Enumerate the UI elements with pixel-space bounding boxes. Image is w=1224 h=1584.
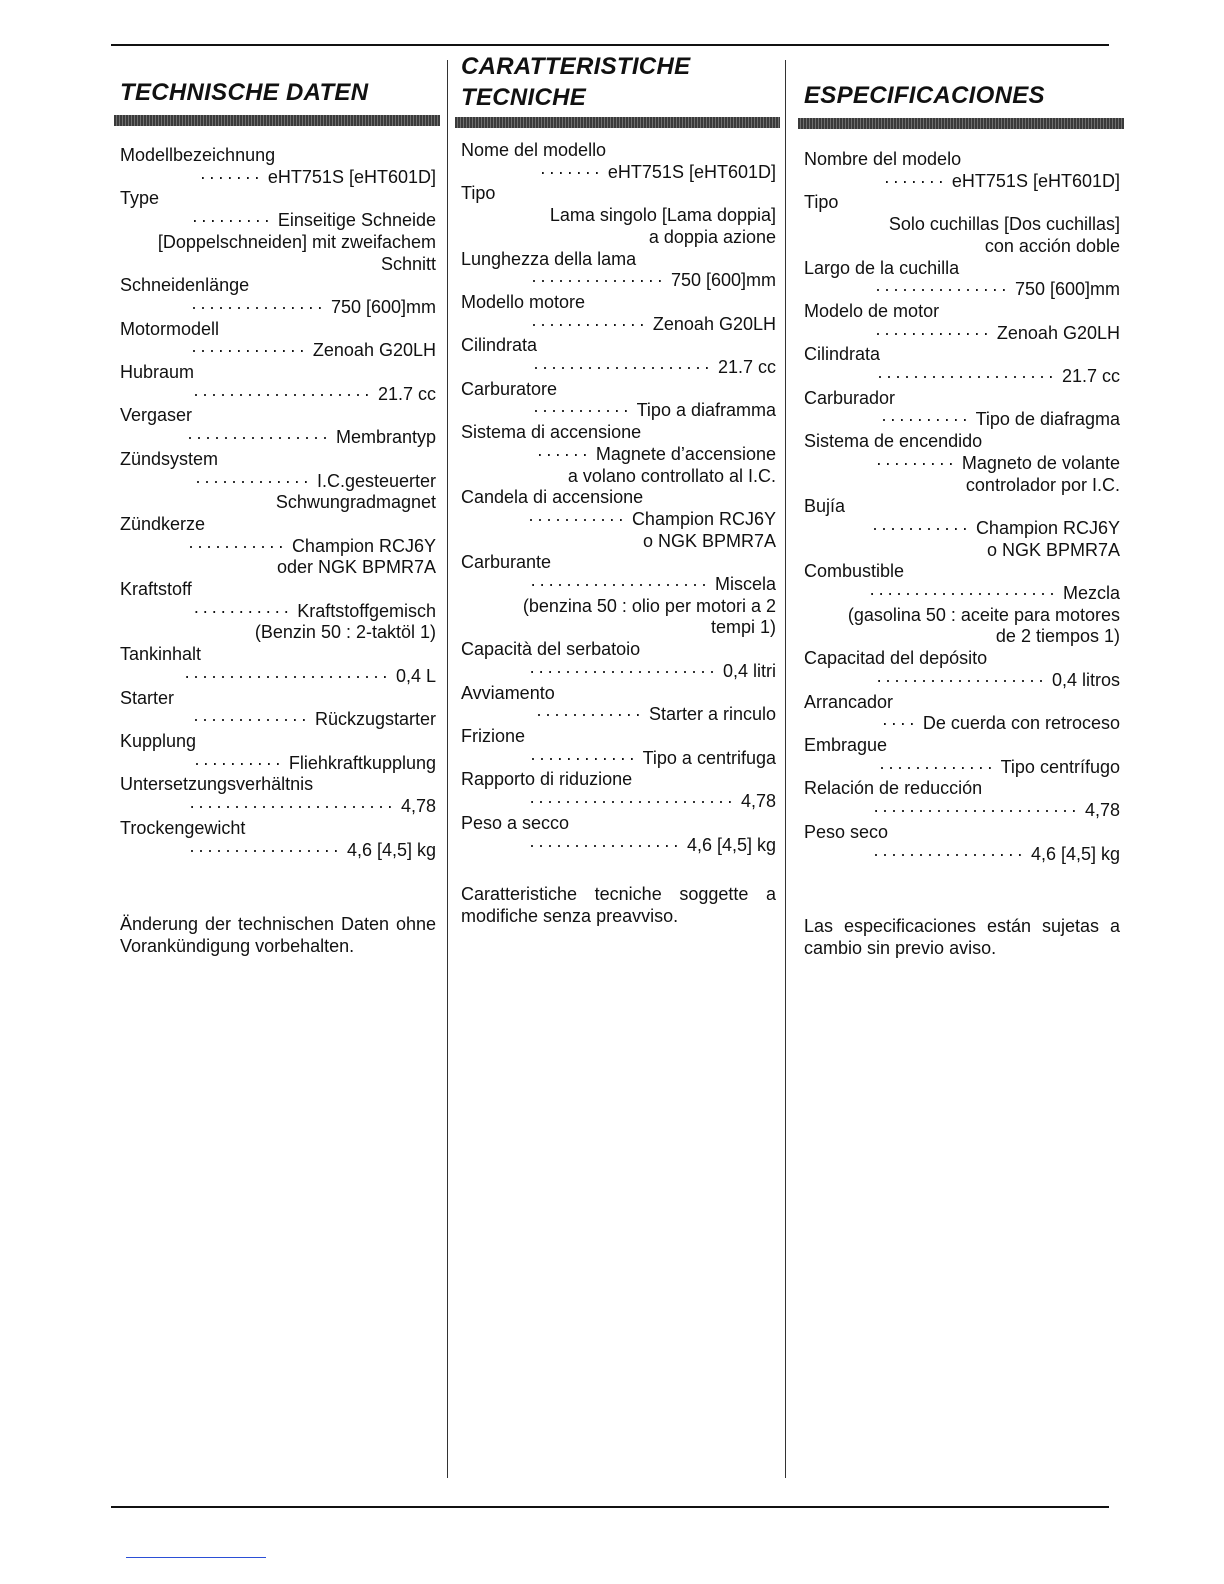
disclaimer-note: Las especificaciones están sujetas a cambio sin previo aviso. xyxy=(804,916,1120,958)
dot-leader: ················· xyxy=(529,834,682,855)
spec-value: Miscela (benzina 50 : olio per motori a 2 tempi 1) xyxy=(522,574,776,638)
spec-item xyxy=(804,778,1120,821)
dot-leader: ················· xyxy=(189,839,342,860)
dot-leader: ········· xyxy=(191,210,273,231)
spec-label: Combustible xyxy=(804,561,905,582)
spec-item xyxy=(120,362,436,405)
spec-label: Tipo xyxy=(461,183,496,204)
spec-label: Avviamento xyxy=(461,682,555,703)
spec-value: Magneto de volante controlador por I.C. xyxy=(961,452,1120,495)
spec-label: Modello motore xyxy=(461,291,586,312)
dot-leader: ··········· xyxy=(193,600,293,621)
spec-label: Kupplung xyxy=(120,730,197,751)
spec-item xyxy=(804,192,1120,257)
spec-value: 4,6 [4,5] kg xyxy=(1030,843,1120,864)
spec-value: eHT751S [eHT601D] xyxy=(951,170,1120,191)
column-divider-2 xyxy=(785,60,786,1478)
spec-item xyxy=(461,379,776,422)
dot-leader: ····················· xyxy=(529,660,718,681)
spec-value: Solo cuchillas [Dos cuchillas] con acción doble xyxy=(888,214,1120,256)
spec-item xyxy=(461,487,776,552)
spec-value: 4,6 [4,5] kg xyxy=(346,839,436,860)
dot-leader: ···················· xyxy=(193,383,373,404)
dot-leader: ············ xyxy=(529,747,638,768)
spec-label: Type xyxy=(120,188,160,209)
spec-label: Rapporto di riduzione xyxy=(461,769,633,790)
dot-leader: ··········· xyxy=(871,517,971,538)
section-title: ESPECIFICACIONES xyxy=(804,82,1045,109)
spec-item xyxy=(120,579,436,644)
title-underline-bar xyxy=(114,115,440,126)
spec-label: Zündkerze xyxy=(120,513,206,534)
dot-leader: ············· xyxy=(530,313,648,334)
spec-value: Starter a rinculo xyxy=(648,704,776,725)
dot-leader: ······················· xyxy=(189,796,396,817)
spec-item xyxy=(804,496,1120,561)
spec-value: Tipo de diafragma xyxy=(975,409,1120,430)
spec-item xyxy=(120,145,436,188)
spec-label: Nombre del modelo xyxy=(804,149,962,169)
dot-leader: ······················· xyxy=(873,800,1080,821)
bottom-rule xyxy=(111,1506,1109,1508)
spec-item xyxy=(120,774,436,817)
dot-leader: ······· xyxy=(883,170,947,191)
spec-value: Lama singolo [Lama doppia] a doppia azione xyxy=(549,205,776,247)
spec-value: 750 [600]mm xyxy=(670,270,776,291)
spec-value: 0,4 L xyxy=(395,665,436,686)
spec-value: De cuerda con retroceso xyxy=(922,713,1120,734)
dot-leader: ······· xyxy=(539,161,603,182)
spec-value: Membrantyp xyxy=(335,427,436,448)
dot-leader: ······· xyxy=(199,166,263,187)
spec-value: eHT751S [eHT601D] xyxy=(267,166,436,187)
spec-item xyxy=(461,552,776,639)
dot-leader: ··················· xyxy=(876,669,1047,690)
spec-value: 21.7 cc xyxy=(717,357,776,378)
dot-leader: ······ xyxy=(536,443,591,464)
spec-label: Arrancador xyxy=(804,691,894,712)
title-underline-bar xyxy=(455,117,780,128)
title-underline-bar xyxy=(798,118,1124,129)
dot-leader: ··········· xyxy=(187,535,287,556)
spec-item xyxy=(461,422,776,487)
dot-leader: ············· xyxy=(193,709,310,730)
spec-value: Fliehkraftkupplung xyxy=(288,752,436,773)
dot-leader: ················· xyxy=(873,843,1026,864)
spec-item xyxy=(120,514,436,579)
spec-item xyxy=(120,405,436,448)
dot-leader: ··············· xyxy=(531,270,666,291)
spec-label: Carburante xyxy=(461,552,552,573)
spec-list xyxy=(461,140,776,856)
dot-leader: ···· xyxy=(881,713,918,734)
spec-label: Motormodell xyxy=(120,318,220,339)
spec-item xyxy=(804,648,1120,691)
spec-value: Champion RCJ6Y o NGK BPMR7A xyxy=(975,517,1120,560)
spec-item xyxy=(461,140,776,183)
spec-value: 750 [600]mm xyxy=(330,296,436,317)
disclaimer-note: Caratteristiche tecniche soggette a modifiche senza preavviso. xyxy=(461,884,776,926)
spec-item xyxy=(120,644,436,687)
spec-value: 750 [600]mm xyxy=(1014,279,1120,300)
spec-label: Cilindrata xyxy=(461,335,538,356)
dot-leader: ············· xyxy=(194,470,312,491)
spec-label: Schneidenlänge xyxy=(120,275,250,296)
top-rule xyxy=(111,44,1109,46)
spec-label: Relación de reducción xyxy=(804,778,983,799)
spec-label: Frizione xyxy=(461,725,526,746)
spec-label: Trockengewicht xyxy=(120,817,246,838)
spec-item xyxy=(120,449,436,514)
spec-item xyxy=(120,731,436,774)
spec-value: Einseitige Schneide [Doppelschneiden] mit zweifachem Schnitt xyxy=(157,210,436,274)
spec-label: Cilindrata xyxy=(804,344,881,365)
spec-label: Hubraum xyxy=(120,362,195,383)
spec-value: Mezcla (gasolina 50 : aceite para motores de 2 tiempos 1) xyxy=(847,583,1120,647)
spec-item xyxy=(461,183,776,248)
dot-leader: ··············· xyxy=(191,296,326,317)
spec-value: Champion RCJ6Y oder NGK BPMR7A xyxy=(276,535,436,578)
spec-item xyxy=(804,692,1120,735)
spec-item xyxy=(804,735,1120,778)
spec-label: Peso seco xyxy=(804,821,889,842)
spec-label: Peso a secco xyxy=(461,812,570,833)
spec-value: 0,4 litros xyxy=(1051,669,1120,690)
spec-label: Tankinhalt xyxy=(120,644,202,665)
dot-leader: ·········· xyxy=(880,409,971,430)
spec-item xyxy=(804,388,1120,431)
dot-leader: ············· xyxy=(190,340,308,361)
spec-label: Starter xyxy=(120,687,175,708)
spec-value: Champion RCJ6Y o NGK BPMR7A xyxy=(631,508,776,551)
footer-link-underline xyxy=(126,1557,266,1558)
spec-value: Zenoah G20LH xyxy=(996,322,1120,343)
dot-leader: ············· xyxy=(878,756,996,777)
spec-label: Untersetzungsverhältnis xyxy=(120,774,314,795)
spec-item xyxy=(461,683,776,726)
spec-item xyxy=(804,258,1120,301)
spec-item xyxy=(804,301,1120,344)
dot-leader: ·········· xyxy=(193,752,284,773)
spec-list xyxy=(120,145,436,861)
spec-item xyxy=(461,292,776,335)
spec-item xyxy=(461,726,776,769)
spec-value: Zenoah G20LH xyxy=(312,340,436,361)
spec-item xyxy=(120,818,436,861)
spec-value: 0,4 litri xyxy=(722,660,776,681)
spec-item xyxy=(461,335,776,378)
spec-item xyxy=(804,431,1120,496)
dot-leader: ······················· xyxy=(529,791,736,812)
spec-label: Embrague xyxy=(804,734,888,755)
section-title: CARATTERISTICHE TECNICHE xyxy=(461,53,691,111)
spec-label: Vergaser xyxy=(120,405,193,426)
spec-label: Sistema de encendido xyxy=(804,431,983,452)
spec-label: Bujía xyxy=(804,496,846,517)
spec-value: 4,6 [4,5] kg xyxy=(686,834,776,855)
spec-item xyxy=(461,639,776,682)
dot-leader: ················ xyxy=(187,427,331,448)
spec-list xyxy=(804,149,1120,865)
dot-leader: ···················· xyxy=(533,357,713,378)
dot-leader: ············· xyxy=(874,322,992,343)
spec-value: 21.7 cc xyxy=(1061,366,1120,387)
spec-label: Carburatore xyxy=(461,378,558,399)
spec-label: Capacità del serbatoio xyxy=(461,639,641,660)
spec-value: Tipo centrífugo xyxy=(1000,756,1120,777)
column-divider-1 xyxy=(447,60,448,1478)
section-title: TECHNISCHE DATEN xyxy=(120,79,369,106)
spec-item xyxy=(804,149,1120,192)
spec-label: Candela di accensione xyxy=(461,487,644,508)
spec-item xyxy=(120,688,436,731)
spec-value: Tipo a centrifuga xyxy=(642,747,776,768)
spec-value: I.C.gesteuerter Schwungradmagnet xyxy=(275,470,436,513)
spec-label: Carburador xyxy=(804,387,896,408)
spec-value: Magnete d’accensione a volano controllato al I.C. xyxy=(567,443,776,486)
spec-label: Kraftstoff xyxy=(120,579,192,600)
spec-value: 4,78 xyxy=(1084,800,1120,821)
spec-label: Zündsystem xyxy=(120,448,219,469)
disclaimer-note: Änderung der technischen Daten ohne Vorankündigung vorbehalten. xyxy=(120,914,436,956)
spec-label: Tipo xyxy=(804,192,839,213)
dot-leader: ····················· xyxy=(869,583,1058,604)
spec-label: Nome del modello xyxy=(461,140,607,160)
dot-leader: ··········· xyxy=(527,508,627,529)
spec-label: Largo de la cuchilla xyxy=(804,257,960,278)
dot-leader: ······················· xyxy=(184,665,391,686)
spec-value: 21.7 cc xyxy=(377,383,436,404)
spec-label: Modellbezeichnung xyxy=(120,145,276,165)
dot-leader: ········· xyxy=(875,452,957,473)
spec-value: Kraftstoffgemisch (Benzin 50 : 2-taktöl 1) xyxy=(254,600,436,643)
spec-item xyxy=(461,813,776,856)
spec-label: Modelo de motor xyxy=(804,300,940,321)
spec-value: 4,78 xyxy=(740,791,776,812)
spec-item xyxy=(461,249,776,292)
dot-leader: ············ xyxy=(535,704,644,725)
spec-label: Lunghezza della lama xyxy=(461,248,637,269)
spec-item xyxy=(804,561,1120,648)
spec-item xyxy=(120,188,436,275)
spec-item xyxy=(461,769,776,812)
spec-value: 4,78 xyxy=(400,796,436,817)
dot-leader: ··············· xyxy=(875,279,1010,300)
spec-value: Tipo a diaframma xyxy=(636,400,776,421)
spec-item xyxy=(120,319,436,362)
spec-value: Rückzugstarter xyxy=(314,709,436,730)
spec-label: Sistema di accensione xyxy=(461,422,642,443)
spec-value: eHT751S [eHT601D] xyxy=(607,161,776,182)
spec-value: Zenoah G20LH xyxy=(652,313,776,334)
spec-label: Capacitad del depósito xyxy=(804,648,988,669)
spec-item xyxy=(120,275,436,318)
spec-item xyxy=(804,822,1120,865)
dot-leader: ···················· xyxy=(530,574,710,595)
dot-leader: ···················· xyxy=(877,366,1057,387)
spec-item xyxy=(804,344,1120,387)
dot-leader: ··········· xyxy=(532,400,632,421)
